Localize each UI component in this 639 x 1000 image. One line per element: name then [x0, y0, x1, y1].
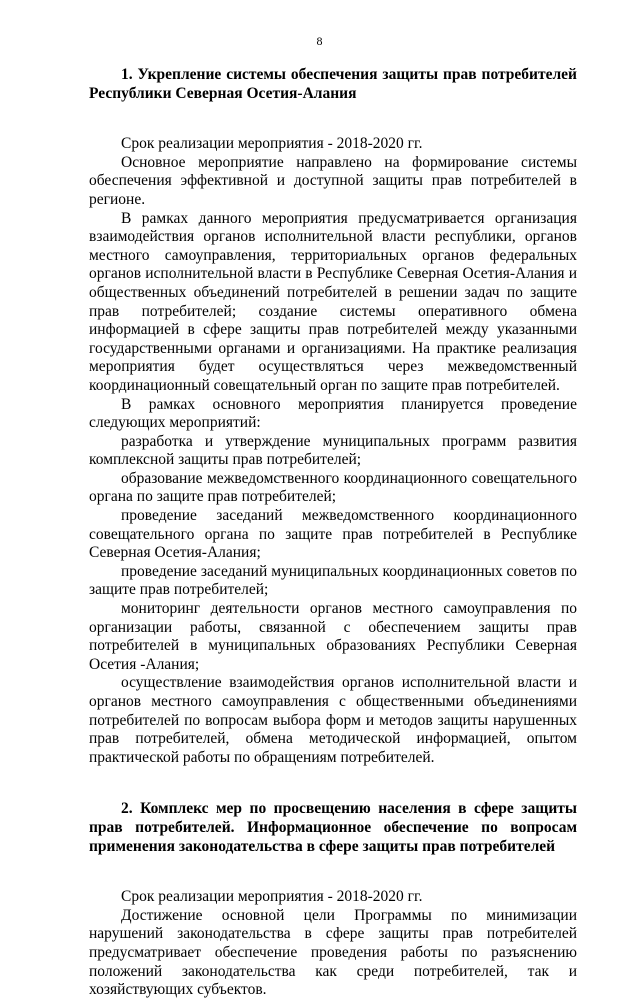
page-number: 8	[316, 34, 323, 48]
section-1-paragraph: Срок реализации мероприятия - 2018-2020 гг.	[121, 135, 423, 153]
section-1-paragraph: В рамках данного мероприятия предусматривается организация взаимодействия органов исполнительной власти республики, органов местного самоуправления, территориальных органов федеральных органов исполнительной власти в Республике Северная Осетия-Алания и общественных объединений потребителей в решении задач по защите прав потребителей; создание системы оперативного обмена информацией в сфере защиты прав потребителей между указанными государственными органами и организациями. На практике реализация мероприятия будет осуществляться через межведомственный координационный совещательный орган по защите прав потребителей.	[89, 209, 577, 394]
section-2-heading: 2. Комплекс мер по просвещению населения в сфере защиты прав потребителей. Информационное обеспечение по вопросам применения законодательства в сфере защиты прав потребителей	[89, 800, 577, 855]
section-1-paragraph: Основное мероприятие направлено на формирование системы обеспечения эффективной и доступной защиты прав потребителей в регионе.	[89, 153, 577, 208]
section-1-list-item: разработка и утверждение муниципальных программ развития комплексной защиты прав потребителей;	[89, 432, 577, 469]
section-1-list-item: проведение заседаний межведомственного координационного совещательного органа по защите прав потребителей в Республике Северная Осетия-Алания;	[89, 507, 577, 562]
section-1-list-item: образование межведомственного координационного совещательного органа по защите прав потребителей;	[89, 469, 577, 506]
section-1-list-item: мониторинг деятельности органов местного самоуправления по организации работы, связанной с обеспечением защиты прав потребителей в муниципальных образованиях Республики Северная Осетия -Алания;	[89, 600, 577, 673]
section-1-list-item: проведение заседаний муниципальных координационных советов по защите прав потребителей;	[89, 562, 577, 599]
section-2-paragraph: Срок реализации мероприятия - 2018-2020 гг.	[121, 888, 423, 906]
section-2-paragraph: Достижение основной цели Программы по минимизации нарушений законодательства в сфере защиты прав потребителей предусматривает обеспечение проведения работы по разъяснению положений законодательства как среди потребителей, так и хозяйствующих субъектов.	[89, 906, 577, 999]
section-1-paragraph: В рамках основного мероприятия планируется проведение следующих мероприятий:	[89, 395, 577, 432]
section-1-list-item: осуществление взаимодействия органов исполнительной власти и органов местного самоуправления с общественными объединениями потребителей по вопросам выбора форм и методов защиты нарушенных прав потребителей, обмена методической информацией, опытом практической работы по обращениям потребителей.	[89, 674, 577, 766]
section-1-heading: 1. Укрепление системы обеспечения защиты прав потребителей Республики Северная Осетия-Алания	[89, 66, 577, 102]
document-body	[89, 66, 577, 1000]
